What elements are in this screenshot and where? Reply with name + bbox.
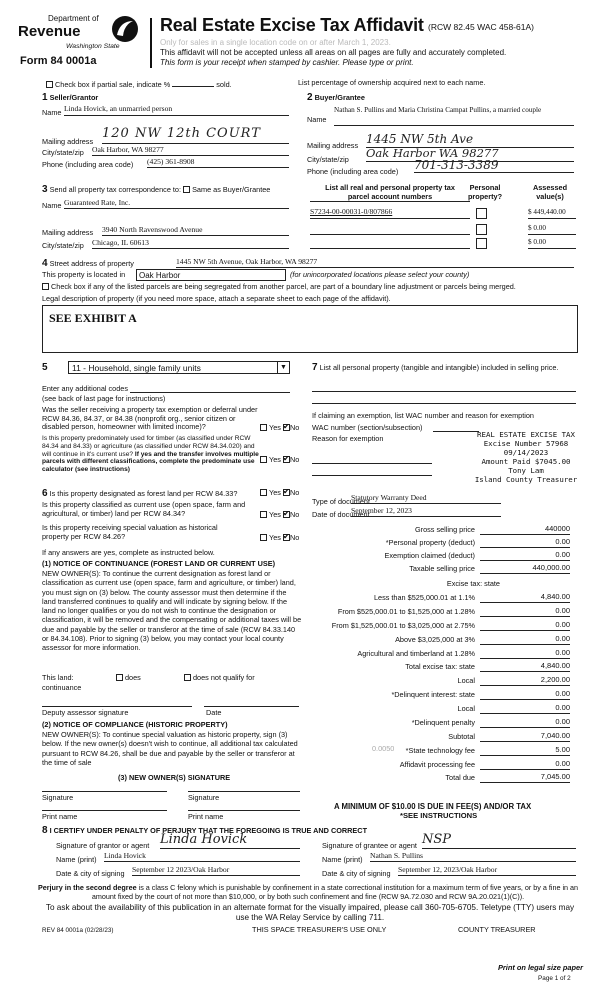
buyer-heading — [307, 92, 365, 104]
tax-row — [312, 649, 570, 660]
perjury-notice — [28, 883, 588, 901]
tax-row-label: Agricultural and timberland at 1.28% — [357, 649, 475, 658]
grantee-name-field[interactable]: Nathan S. Pullins — [370, 852, 576, 862]
partial-sale-label: Check box if partial sale, indicate % — [55, 80, 171, 89]
logo-revenue: Revenue — [18, 23, 81, 40]
yes-label: Yes — [269, 510, 281, 519]
new-owner-sig-2[interactable] — [188, 784, 300, 792]
header-divider — [150, 18, 152, 68]
tax-row-value[interactable]: 0.00 — [480, 690, 570, 700]
section-number: 7 — [312, 362, 318, 373]
tax-row — [312, 579, 570, 590]
tax-row-value[interactable]: 0.00 — [480, 704, 570, 714]
personal-property-line-1[interactable] — [312, 384, 576, 392]
parcel-value-2[interactable]: $ 0.00 — [528, 224, 576, 235]
parcel-value-1[interactable]: $ 449,440.00 — [528, 208, 576, 219]
same-as-buyer-checkbox[interactable] — [183, 186, 190, 193]
personal-heading — [465, 184, 505, 201]
tax-row — [312, 746, 570, 757]
seller-mail-label: Mailing address — [42, 137, 94, 146]
s5-q2-bold: If yes and the transfer involves multiple parcels with different classifications, complete the predominate use calculator (see instructions) — [42, 450, 259, 474]
corr-mail-field[interactable]: 3940 North Ravenswood Avenue — [102, 226, 289, 236]
ownership-note: List percentage of ownership acquired next to each name. — [298, 78, 486, 87]
no-label: No — [289, 455, 300, 464]
corr-city-field[interactable]: Chicago, IL 60613 — [92, 239, 289, 249]
land-use-select[interactable] — [68, 361, 290, 374]
personal-checkbox-3[interactable] — [476, 238, 487, 249]
seller-section — [42, 92, 292, 104]
tax-row-label: Excise tax: state — [446, 579, 500, 588]
codes-label: Enter any additional codes — [42, 384, 128, 393]
no-label: No — [289, 533, 300, 542]
county-treasurer: COUNTY TREASURER — [458, 925, 536, 934]
yes-label: Yes — [269, 423, 281, 432]
header-line-2: This affidavit will not be accepted unless all areas on all pages are fully and accurately completed. — [160, 48, 507, 57]
grantee-date-label: Date & city of signing — [322, 869, 391, 878]
buyer-city-field[interactable]: Oak Harbor WA 98277 — [366, 147, 574, 162]
section-5-number: 5 — [42, 362, 48, 373]
segregated-checkbox[interactable] — [42, 283, 49, 290]
seller-city-field[interactable]: Oak Harbor, WA 98277 — [92, 146, 289, 156]
tax-row — [312, 538, 570, 549]
codes-field[interactable] — [130, 385, 290, 393]
s6-q2-yes-checkbox[interactable] — [260, 511, 267, 518]
parcels-heading-2: parcel account numbers — [347, 191, 433, 201]
does-not-label: does not qualify for — [193, 673, 255, 682]
stamp-line-5: Tony Lam — [508, 466, 544, 475]
reason-label: Reason for exemption — [312, 434, 384, 443]
tax-row — [312, 662, 570, 673]
form-number: Form 84 0001a — [20, 55, 97, 67]
tax-row — [312, 525, 570, 536]
tax-row-value[interactable]: 4,840.00 — [480, 593, 570, 603]
tax-row-value[interactable]: 440000 — [480, 525, 570, 535]
deputy-label: Deputy assessor signature — [42, 708, 129, 717]
personal-property-line-2[interactable] — [312, 396, 576, 404]
tax-row-label: *Delinquent interest: state — [391, 690, 475, 699]
section-7 — [312, 362, 576, 374]
grantor-date-label: Date & city of signing — [56, 869, 125, 878]
legal-description-box[interactable] — [42, 305, 578, 353]
same-as-buyer-label: Same as Buyer/Grantee — [192, 185, 271, 194]
section-number: 4 — [42, 258, 48, 269]
doc-date-label: Date of document — [312, 510, 370, 519]
if-any-yes: If any answers are yes, complete as instructed below. — [42, 548, 215, 557]
stamp-line-3: 09/14/2023 — [503, 448, 549, 457]
continuance-label: continuance — [42, 683, 82, 692]
stamp-line-1: REAL ESTATE EXCISE TAX — [477, 430, 575, 439]
no-label: No — [289, 488, 300, 497]
tax-row-value[interactable]: 0.00 — [480, 607, 570, 617]
corr-mail-label: Mailing address — [42, 228, 94, 237]
perjury-text: is a class C felony which is punishable by confinement in a state correctional institution for a maximum term of five years, or by a fine in an amount fixed by the court of not more than $10,000, or by both such confinement and fine (RCW 9A.72.030 and RCW 9A.20.021(1)(C)). — [91, 883, 579, 901]
tax-row — [312, 635, 570, 646]
tax-row — [312, 621, 570, 632]
tax-row-label: Local — [457, 676, 475, 685]
tax-row — [312, 704, 570, 715]
reason-line-1[interactable] — [312, 456, 432, 464]
local-rate: 0.0050 — [372, 744, 395, 753]
new-owner-print-1[interactable] — [42, 803, 167, 811]
notice-2-text: NEW OWNER(S): To continue special valuation as historic property, sign (3) below. If the new owner(s) doesn't wish to continue, all additional tax calculated pursuant to RCW 84.26, shall be due and payable by the seller or transferor at the time of sale — [42, 730, 298, 767]
parcels-heading-1: List all real and personal property tax — [325, 183, 455, 192]
does-checkbox[interactable] — [116, 674, 123, 681]
dropdown-arrow-icon[interactable]: ▼ — [277, 362, 289, 373]
notice-2-title: (2) NOTICE OF COMPLIANCE (HISTORIC PROPERTY) — [42, 720, 228, 729]
buyer-mail-field[interactable]: 1445 NW 5th Ave — [366, 132, 574, 148]
tax-row-value[interactable]: 7,040.00 — [480, 732, 570, 742]
s6-q3: Is this property receiving special valuation as historical property per RCW 84.26? — [42, 523, 218, 541]
signature-label-1: Signature — [42, 793, 74, 802]
see-instructions: *SEE INSTRUCTIONS — [400, 811, 478, 820]
tax-row — [312, 607, 570, 618]
street-address-field[interactable]: 1445 NW 5th Avenue, Oak Harbor, WA 98277 — [176, 258, 574, 268]
legal-paper: Print on legal size paper — [498, 963, 584, 972]
buyer-mail-label: Mailing address — [307, 141, 359, 150]
doc-type-label: Type of document — [312, 497, 371, 506]
tax-row-label: Subtotal — [448, 732, 475, 741]
tax-row-value[interactable]: 440,000.00 — [480, 564, 570, 574]
rcw-reference: (RCW 82.45 WAC 458-61A) — [428, 22, 534, 32]
located-label: This property is located in — [42, 270, 126, 279]
s6-q3-answers — [260, 534, 299, 543]
wac-number-label: WAC number (section/subsection) — [312, 423, 423, 432]
buyer-phone-label: Phone (including area code) — [307, 167, 399, 176]
s6-q3-yes-checkbox[interactable] — [260, 534, 267, 541]
s5-q1-yes-checkbox[interactable] — [260, 424, 267, 431]
tax-row — [312, 760, 570, 771]
s6-q1-text: Is this property designated as forest land per RCW 84.33? — [49, 489, 238, 498]
s6-q1-answers — [260, 489, 299, 498]
tax-row-value[interactable]: 7,045.00 — [480, 773, 570, 783]
header-line-3-text: This form is your receipt when stamped by cashier. Please type or print. — [160, 58, 414, 67]
print-name-label-2: Print name — [188, 812, 224, 821]
logo-dept: Department of — [48, 14, 99, 23]
doc-type-field[interactable]: Statutory Warranty Deed — [351, 494, 501, 504]
section-7-text: List all personal property (tangible and intangible) included in selling price. — [319, 363, 559, 372]
parcel-number-3[interactable] — [310, 238, 470, 249]
alternate-format: To ask about the availability of this publication in an alternate format for the visually impaired, please call 360-705-6705. Teletype (TTY) users may use the WA Relay Service by calling 711. — [45, 903, 575, 922]
yes-label: Yes — [269, 455, 281, 464]
deputy-date-line[interactable] — [204, 699, 299, 707]
this-land-label: This land: — [42, 673, 74, 682]
tax-row-value[interactable]: 4,840.00 — [480, 662, 570, 672]
seller-name-label: Name — [42, 108, 62, 117]
notice-3-title: (3) NEW OWNER(S) SIGNATURE — [118, 773, 231, 782]
print-name-label-1: Print name — [42, 812, 78, 821]
tax-row-value[interactable]: 0.00 — [480, 635, 570, 645]
grantee-name-label: Name (print) — [322, 855, 363, 864]
stamp-line-2: Excise Number 57968 — [483, 439, 569, 448]
tax-row-label: *Personal property (deduct) — [385, 538, 475, 547]
doc-date-field[interactable]: September 12, 2023 — [351, 507, 501, 517]
tax-row — [312, 773, 570, 784]
personal-h2: property? — [467, 191, 503, 201]
deputy-sig-line[interactable] — [42, 699, 192, 707]
buyer-name-field[interactable]: Nathan S. Pullins and Maria Christina Campat Pullins, a married couple — [334, 106, 574, 126]
legal-label: Legal description of property (if you need more space, attach a separate sheet to each page of the affidavit). — [42, 294, 391, 303]
revenue-logo — [18, 14, 146, 54]
correspondence-heading — [42, 184, 270, 196]
tax-row-value[interactable]: 0.00 — [480, 718, 570, 728]
deputy-date-label: Date — [206, 708, 222, 717]
partial-sale-checkbox[interactable] — [46, 81, 53, 88]
tax-row-value[interactable]: 0.00 — [480, 551, 570, 561]
revenue-logo-icon — [111, 15, 139, 43]
street-label: Street address of property — [49, 259, 134, 268]
does-label: does — [125, 673, 141, 682]
personal-checkbox-1[interactable] — [476, 208, 487, 219]
signature-label-2: Signature — [188, 793, 220, 802]
grantee-date-field[interactable]: September 12, 2023/Oak Harbor — [398, 866, 576, 876]
tax-row-value[interactable]: 5.00 — [480, 746, 570, 756]
correspondence-text: Send all property tax correspondence to: — [49, 185, 182, 194]
tax-row-label: Above $3,025,000 at 3% — [395, 635, 475, 644]
tax-row-label: Total due — [445, 773, 475, 782]
codes-note: (see back of last page for instructions) — [42, 394, 166, 403]
s6-q2-answers — [260, 511, 299, 520]
tax-row-value[interactable]: 2,200.00 — [480, 676, 570, 686]
s5-q2-no-checkbox[interactable] — [283, 456, 290, 463]
grantor-signature[interactable]: Linda Hovick — [160, 832, 300, 849]
tax-row-label: Exemption claimed (deduct) — [384, 551, 475, 560]
wac-label: If claiming an exemption, list WAC number and reason for exemption — [312, 411, 534, 420]
corr-city-label: City/state/zip — [42, 241, 84, 250]
tax-row-value[interactable]: 0.00 — [480, 649, 570, 659]
tax-row — [312, 564, 570, 575]
does-not-checkbox[interactable] — [184, 674, 191, 681]
assessed-heading — [525, 184, 575, 201]
seller-phone-label: Phone (including area code) — [42, 160, 134, 169]
tax-row-label: From $1,525,000.01 to $3,025,000 at 2.75% — [331, 621, 475, 630]
grantor-name-field[interactable]: Linda Hovick — [104, 852, 300, 862]
seller-name-field[interactable]: Linda Hovick, an unmarried person — [64, 105, 289, 116]
partial-sale-percent-field[interactable] — [172, 79, 214, 87]
seller-city-label: City/state/zip — [42, 148, 84, 157]
seller-heading — [42, 92, 292, 104]
does-not-option — [184, 674, 255, 683]
header-line-1: Only for sales in a single location code on or after March 1, 2023. — [160, 38, 391, 47]
yes-label: Yes — [269, 488, 281, 497]
tax-row-label: *Delinquent penalty — [411, 718, 475, 727]
tax-row-value[interactable]: 0.00 — [480, 621, 570, 631]
tax-row-label: Affidavit processing fee — [399, 760, 475, 769]
legal-description: SEE EXHIBIT A — [49, 311, 137, 325]
assessed-h1: Assessed — [532, 183, 568, 192]
tax-row-value[interactable]: 0.00 — [480, 538, 570, 548]
buyer-city-label: City/state/zip — [307, 155, 349, 164]
page-title: Real Estate Excise Tax Affidavit — [160, 15, 424, 35]
buyer-name-label: Name — [307, 115, 327, 124]
corr-name-label: Name — [42, 201, 62, 210]
reason-line-2[interactable] — [312, 468, 432, 476]
parcel-value-3[interactable]: $ 0.00 — [528, 238, 576, 249]
parcels-top-rule — [310, 201, 470, 202]
seller-title: Seller/Grantor — [49, 93, 99, 102]
new-owner-sig-1[interactable] — [42, 784, 167, 792]
section-number: 6 — [42, 488, 48, 499]
partial-sale-sold: sold. — [216, 80, 232, 89]
grantor-sig-label: Signature of grantor or agent — [56, 841, 150, 850]
s6-q2-no-checkbox[interactable] — [283, 511, 290, 518]
tax-row-label: Local — [457, 704, 475, 713]
new-owner-print-2[interactable] — [188, 803, 300, 811]
parcels-heading — [310, 184, 470, 201]
located-note: (for unincorporated locations please select your county) — [290, 270, 470, 279]
buyer-phone-field[interactable]: 701-313-3389 — [414, 158, 574, 173]
seller-mail-field[interactable]: 120 NW 12th COURT — [102, 126, 289, 144]
this-land-row — [42, 674, 74, 683]
grantee-sig-label: Signature of grantee or agent — [322, 841, 417, 850]
no-label: No — [289, 510, 300, 519]
logo-state: Washington State — [66, 43, 120, 50]
yes-label: Yes — [269, 533, 281, 542]
stamp-line-4: Amount Paid $7045.00 — [481, 457, 571, 466]
page-number: Page 1 of 2 — [538, 975, 571, 982]
s5-q1: Was the seller receiving a property tax exemption or deferral under RCW 84.36, 84.37, or 84.38 (nonprofit org., senior citizen or disabled person, homeowner with limited income)? — [42, 405, 258, 432]
no-label: No — [289, 423, 300, 432]
segregated-row — [42, 283, 582, 292]
notice-1-title: (1) NOTICE OF CONTINUANCE (FOREST LAND OR CURRENT USE) — [42, 559, 276, 568]
header-line-3 — [160, 58, 414, 67]
personal-h1: Personal — [469, 183, 501, 192]
tax-row-label: From $525,000.01 to $1,525,000 at 1.28% — [337, 607, 475, 616]
grantor-date-field[interactable]: September 12 2023/Oak Harbor — [132, 866, 300, 876]
perjury-bold: Perjury in the second degree — [37, 883, 137, 892]
section-number: 8 — [42, 825, 48, 836]
parcel-number-2[interactable] — [310, 224, 470, 235]
does-option — [116, 674, 141, 683]
treasurer-stamp — [466, 430, 586, 484]
certify-text: I CERTIFY UNDER PENALTY OF PERJURY THAT THE FOREGOING IS TRUE AND CORRECT — [49, 826, 368, 835]
located-select[interactable]: Oak Harbor — [136, 269, 286, 281]
tax-row — [312, 732, 570, 743]
tax-row — [312, 593, 570, 604]
grantee-signature[interactable]: NSP — [422, 832, 576, 849]
section-number: 3 — [42, 184, 48, 195]
s5-q1-no-checkbox[interactable] — [283, 424, 290, 431]
parcel-number-1[interactable]: S7234-00-00031-0/807866 — [310, 208, 470, 219]
land-use-value: 11 - Household, single family units — [72, 363, 201, 373]
buyer-title: Buyer/Grantee — [314, 93, 365, 102]
s5-q2-answers — [260, 456, 299, 465]
s6-q3-no-checkbox[interactable] — [283, 534, 290, 541]
section-number: 1 — [42, 92, 48, 103]
street-row — [42, 258, 134, 270]
revision: REV 84 0001a (02/28/23) — [42, 927, 114, 934]
tax-row-label: *State technology fee — [405, 746, 475, 755]
tax-row — [312, 690, 570, 701]
s6-q1-no-checkbox[interactable] — [283, 489, 290, 496]
treasurer-only: THIS SPACE TREASURER'S USE ONLY — [252, 925, 387, 934]
partial-sale-row — [46, 79, 232, 90]
tax-row-label: Total excise tax: state — [405, 662, 475, 671]
tax-row-label: Taxable selling price — [409, 564, 475, 573]
personal-checkbox-2[interactable] — [476, 224, 487, 235]
s5-q2-yes-checkbox[interactable] — [260, 456, 267, 463]
tax-row — [312, 676, 570, 687]
s5-q2 — [42, 435, 260, 474]
s5-q2-text: Is this property predominately used for timber (as classified under RCW 84.34 and 84.33) or agriculture (as classified under RCW 84.34.020) and will continue in it's current use? — [42, 435, 255, 458]
grantor-name-label: Name (print) — [56, 855, 97, 864]
stamp-line-6: Island County Treasurer — [474, 475, 578, 484]
tax-row-label: Less than $525,000.01 at 1.1% — [373, 593, 475, 602]
s5-q1-answers — [260, 424, 299, 433]
notice-1-text: NEW OWNER(S): To continue the current designation as forest land or classification as current use (open space, farm and agriculture, or timber) land, you must sign on (3) below. The county assessor must then determine if the land transferred continues to qualify and will indicate by signing below. If the land no longer qualifies or you do not wish to continue the designation or classification, it will be removed and the compensating or additional taxes will be due and payable by the seller or transferor at the time of sale (RCW 84.33.140 or 84.34.108). Prior to signing (3) below, you may contact your local county assessor for more information. — [42, 569, 302, 653]
segregated-label: Check box if any of the listed parcels are being segregated from another parcel, are part of a boundary line adjustment or parcels being merged. — [51, 282, 516, 291]
s6-q1-yes-checkbox[interactable] — [260, 489, 267, 496]
tax-row — [312, 551, 570, 562]
tax-row-value[interactable]: 0.00 — [480, 760, 570, 770]
s6-q2: Is this property classified as current use (open space, farm and agricultural, or timber) land per RCW 84.34? — [42, 500, 246, 518]
seller-phone-field[interactable]: (425) 361-8908 — [147, 158, 289, 168]
minimum-due: A MINIMUM OF $10.00 IS DUE IN FEE(S) AND/OR TAX — [334, 802, 532, 811]
corr-name-field[interactable]: Guaranteed Rate, Inc. — [64, 199, 289, 209]
tax-row-label: Gross selling price — [414, 525, 475, 534]
section-number: 2 — [307, 92, 313, 103]
tax-row — [312, 718, 570, 729]
assessed-h2: value(s) — [536, 191, 564, 201]
